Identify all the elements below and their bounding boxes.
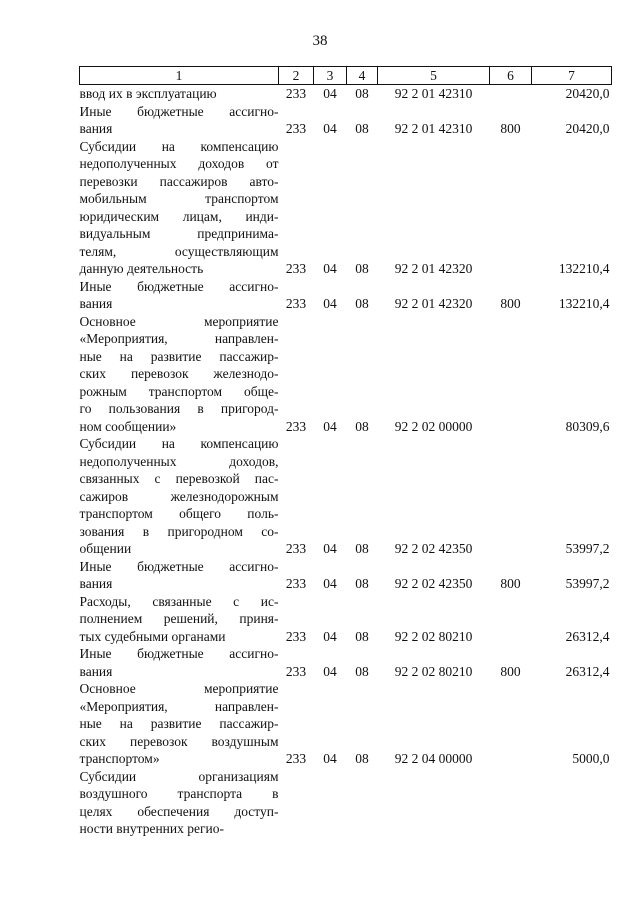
expense-name-line: зования в пригородном со- bbox=[79, 523, 279, 539]
expense-name-line: Расходы, связанные с ис- bbox=[79, 593, 279, 609]
amount-cell: 53997,2 bbox=[565, 576, 610, 591]
expense-name-line: сажиров железнодорожным bbox=[79, 488, 279, 504]
expense-name-line: полнением решений, приня- bbox=[79, 611, 279, 626]
table-row bbox=[80, 768, 612, 838]
section-code-cell: 04 bbox=[323, 541, 337, 556]
expense-name-line: ских перевозок воздушным bbox=[79, 733, 279, 749]
expense-name-line: ном сообщении» bbox=[79, 418, 177, 434]
expense-type-code-cell: 800 bbox=[500, 576, 521, 591]
subsection-code-cell: 08 bbox=[355, 121, 369, 136]
subsection-code-cell bbox=[347, 768, 378, 838]
expense-name-line: недополученных доходов, bbox=[79, 453, 279, 469]
expense-name-line: вания bbox=[79, 576, 113, 591]
subsection-code-cell: 08 bbox=[355, 628, 369, 644]
expense-name-line: видуальным предпринима- bbox=[79, 226, 279, 241]
target-item-code-cell: 92 2 02 80210 bbox=[394, 663, 473, 679]
table-row bbox=[80, 313, 612, 436]
expense-type-code-cell bbox=[490, 313, 532, 436]
column-number-row bbox=[80, 67, 612, 85]
amount-cell: 80309,6 bbox=[565, 418, 610, 434]
ministry-code-cell: 233 bbox=[285, 663, 307, 679]
table-body bbox=[80, 85, 612, 838]
table-row bbox=[80, 435, 612, 558]
target-item-code-cell: 92 2 01 42320 bbox=[394, 261, 473, 276]
section-code-cell: 04 bbox=[323, 86, 337, 101]
expense-name-line: перевозки пассажиров авто- bbox=[79, 173, 279, 189]
target-item-code-cell: 92 2 01 42310 bbox=[394, 121, 473, 136]
expense-type-code-cell bbox=[490, 138, 532, 278]
expense-name-cell bbox=[80, 558, 279, 593]
expense-name-cell bbox=[80, 645, 279, 680]
expense-name-cell bbox=[80, 85, 279, 103]
expense-name-line: вания bbox=[79, 663, 113, 679]
section-code-cell bbox=[314, 768, 347, 838]
expense-name-cell bbox=[80, 313, 279, 436]
expense-name-line: тых судебными органами bbox=[79, 628, 226, 644]
amount-cell: 26312,4 bbox=[565, 628, 610, 644]
table-header bbox=[80, 67, 612, 85]
expense-name-cell bbox=[80, 103, 279, 138]
amount-cell: 132210,4 bbox=[558, 296, 610, 311]
subsection-code-cell: 08 bbox=[355, 663, 369, 679]
target-item-code-cell: 92 2 01 42320 bbox=[394, 296, 473, 311]
target-item-code-cell: 92 2 02 80210 bbox=[394, 628, 473, 644]
expense-type-code-cell bbox=[490, 768, 532, 838]
section-code-cell: 04 bbox=[323, 576, 337, 591]
expense-type-code-cell bbox=[490, 593, 532, 646]
expense-name-line: рожным транспортом обще- bbox=[79, 383, 279, 399]
expense-name-cell bbox=[80, 435, 279, 558]
expense-name-line: воздушного транспорта в bbox=[79, 786, 279, 801]
expense-name-line: Иные бюджетные ассигно- bbox=[79, 103, 279, 119]
expense-name-line: Иные бюджетные ассигно- bbox=[79, 646, 279, 661]
column-header-5: 5 bbox=[378, 67, 490, 85]
section-code-cell: 04 bbox=[323, 628, 337, 644]
amount-cell bbox=[532, 768, 612, 838]
expense-name-line: целях обеспечения доступ- bbox=[79, 803, 279, 819]
page-number: 38 bbox=[312, 33, 328, 49]
expense-type-code-cell bbox=[490, 680, 532, 768]
expense-name-line: юридическим лицам, инди- bbox=[79, 208, 279, 224]
ministry-code-cell: 233 bbox=[285, 121, 307, 136]
expense-name-line: данную деятельность bbox=[79, 261, 204, 276]
ministry-code-cell: 233 bbox=[285, 541, 307, 556]
expense-name-line: Субсидии на компенсацию bbox=[79, 138, 279, 154]
expense-name-line: «Мероприятия, направлен- bbox=[79, 698, 279, 714]
expense-name-line: Основное мероприятие bbox=[79, 313, 279, 329]
expense-name-line: Иные бюджетные ассигно- bbox=[79, 278, 279, 294]
expense-name-line: общении bbox=[79, 541, 132, 556]
ministry-code-cell bbox=[279, 768, 314, 838]
expense-type-code-cell: 800 bbox=[500, 296, 521, 311]
amount-cell: 53997,2 bbox=[565, 541, 610, 556]
expense-type-code-cell bbox=[490, 435, 532, 558]
expense-name-line: ских перевозок железнодо- bbox=[79, 366, 279, 381]
expense-name-cell bbox=[80, 680, 279, 768]
expense-name-line: вания bbox=[79, 121, 113, 136]
expense-type-code-cell bbox=[490, 85, 532, 103]
expense-type-code-cell: 800 bbox=[500, 121, 521, 136]
expense-name-line: Субсидии на компенсацию bbox=[79, 436, 279, 451]
table-row bbox=[80, 558, 612, 593]
target-item-code-cell: 92 2 01 42310 bbox=[394, 86, 473, 101]
expense-name-line: «Мероприятия, направлен- bbox=[79, 331, 279, 346]
expense-name-line: недополученных доходов от bbox=[79, 156, 279, 171]
expense-name-cell bbox=[80, 138, 279, 278]
table-row bbox=[80, 103, 612, 138]
ministry-code-cell: 233 bbox=[285, 86, 307, 101]
column-header-7: 7 bbox=[532, 67, 612, 85]
expense-name-line: вания bbox=[79, 296, 113, 311]
subsection-code-cell: 08 bbox=[355, 418, 369, 434]
expense-type-code-cell: 800 bbox=[500, 663, 521, 679]
expense-name-cell bbox=[80, 278, 279, 313]
amount-cell: 26312,4 bbox=[565, 663, 610, 679]
section-code-cell: 04 bbox=[323, 751, 337, 766]
ministry-code-cell: 233 bbox=[285, 418, 307, 434]
expense-name-line: связанных с перевозкой пас- bbox=[79, 471, 279, 486]
expense-name-cell bbox=[80, 768, 279, 838]
expense-name-line: ввод их в эксплуатацию bbox=[79, 86, 217, 101]
subsection-code-cell: 08 bbox=[355, 541, 369, 556]
table-row bbox=[80, 138, 612, 278]
amount-cell: 5000,0 bbox=[572, 751, 610, 766]
table-row bbox=[80, 593, 612, 646]
target-item-code-cell: 92 2 04 00000 bbox=[394, 751, 473, 766]
ministry-code-cell: 233 bbox=[285, 261, 307, 276]
expense-name-cell bbox=[80, 593, 279, 646]
target-item-code-cell: 92 2 02 42350 bbox=[394, 576, 473, 591]
expense-name-line: транспортом» bbox=[79, 751, 160, 766]
target-item-code-cell: 92 2 02 00000 bbox=[394, 418, 473, 434]
table-row bbox=[80, 645, 612, 680]
section-code-cell: 04 bbox=[323, 121, 337, 136]
table-row bbox=[80, 278, 612, 313]
subsection-code-cell: 08 bbox=[355, 296, 369, 311]
expense-name-line: ности внутренних регио- bbox=[79, 821, 225, 836]
expense-name-line: ные на развитие пассажир- bbox=[79, 348, 279, 364]
section-code-cell: 04 bbox=[323, 261, 337, 276]
ministry-code-cell: 233 bbox=[285, 296, 307, 311]
column-header-3: 3 bbox=[314, 67, 347, 85]
table-row bbox=[80, 85, 612, 103]
expense-name-line: го пользования в пригород- bbox=[79, 401, 279, 416]
expense-name-line: ные на развитие пассажир- bbox=[79, 716, 279, 731]
ministry-code-cell: 233 bbox=[285, 576, 307, 591]
table-row bbox=[80, 680, 612, 768]
amount-cell: 132210,4 bbox=[558, 261, 610, 276]
target-item-code-cell bbox=[378, 768, 490, 838]
expense-name-line: Субсидии организациям bbox=[79, 768, 279, 784]
expense-name-line: телям, осуществляющим bbox=[79, 243, 279, 259]
expense-name-line: Основное мероприятие bbox=[79, 681, 279, 696]
section-code-cell: 04 bbox=[323, 663, 337, 679]
expense-name-line: мобильным транспортом bbox=[79, 191, 279, 206]
subsection-code-cell: 08 bbox=[355, 86, 369, 101]
column-header-2: 2 bbox=[279, 67, 314, 85]
ministry-code-cell: 233 bbox=[285, 751, 307, 766]
expense-name-line: транспортом общего поль- bbox=[79, 506, 279, 521]
column-header-1: 1 bbox=[80, 67, 279, 85]
expense-name-line: Иные бюджетные ассигно- bbox=[79, 558, 279, 574]
amount-cell: 20420,0 bbox=[565, 86, 610, 101]
budget-table bbox=[79, 66, 612, 838]
subsection-code-cell: 08 bbox=[355, 751, 369, 766]
column-header-4: 4 bbox=[347, 67, 378, 85]
amount-cell: 20420,0 bbox=[565, 121, 610, 136]
target-item-code-cell: 92 2 02 42350 bbox=[394, 541, 473, 556]
column-header-6: 6 bbox=[490, 67, 532, 85]
ministry-code-cell: 233 bbox=[285, 628, 307, 644]
subsection-code-cell: 08 bbox=[355, 261, 369, 276]
section-code-cell: 04 bbox=[323, 418, 337, 434]
subsection-code-cell: 08 bbox=[355, 576, 369, 591]
section-code-cell: 04 bbox=[323, 296, 337, 311]
